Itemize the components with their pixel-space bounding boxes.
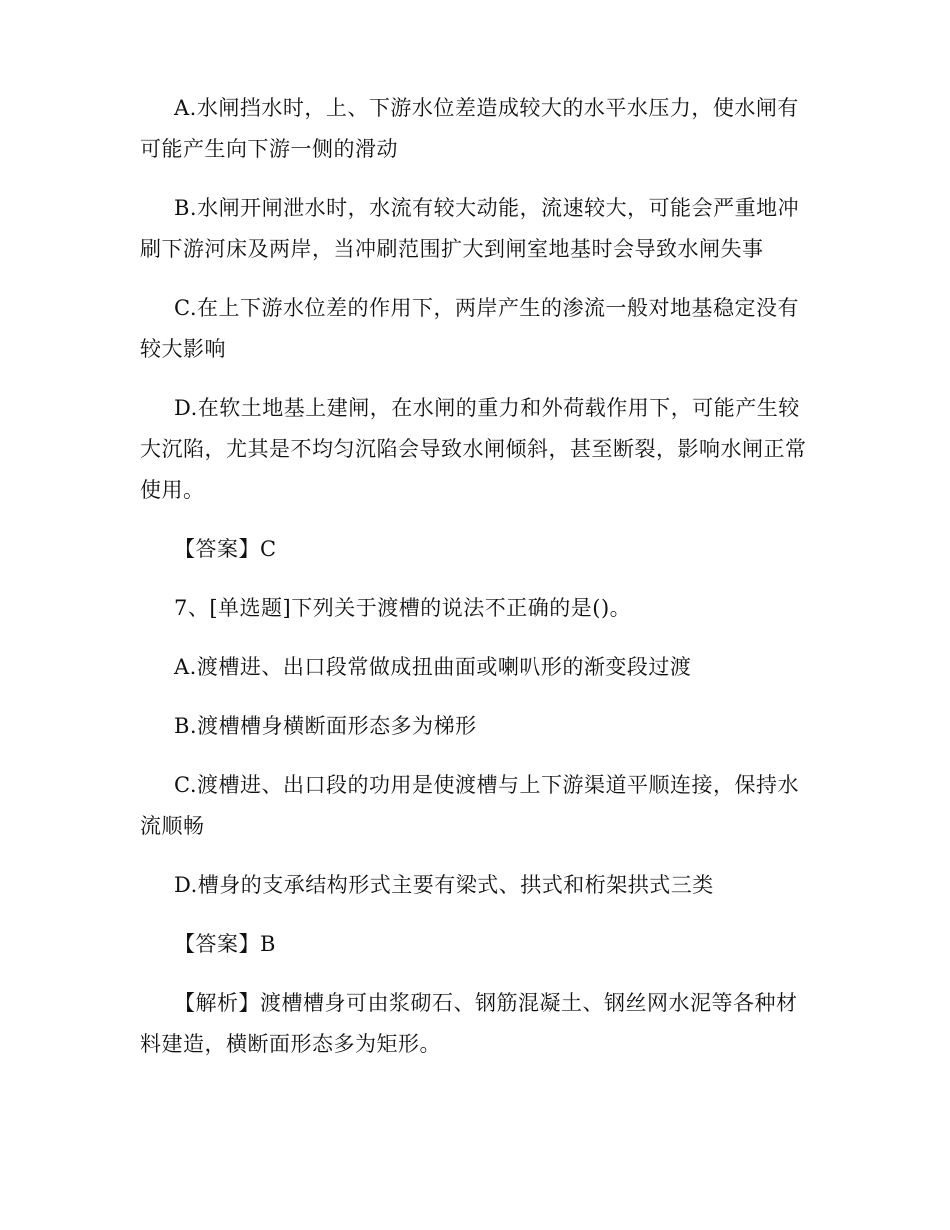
q7-option-c-paragraph: C.渡槽进、出口段的功用是使渡槽与上下游渠道平顺连接，保持水流顺畅: [140, 773, 799, 838]
q7-option-a-paragraph: A.渡槽进、出口段常做成扭曲面或喇叭形的渐变段过渡: [174, 655, 692, 679]
q7-explanation-paragraph: 【解析】渡槽槽身可由浆砌石、钢筋混凝土、钢丝网水泥等各种材料建造，横断面形态多为矩形。: [140, 991, 798, 1056]
option-b-paragraph: B.水闸开闸泄水时，水流有较大动能，流速较大，可能会严重地冲刷下游河床及两岸，当冲刷范围扩大到闸室地基时会导致水闸失事: [140, 196, 800, 261]
answer-paragraph: 【答案】C: [174, 537, 277, 561]
question-7-paragraph: 7、[单选题]下列关于渡槽的说法不正确的是()。: [174, 596, 632, 620]
option-a-paragraph: A.水闸挡水时，上、下游水位差造成较大的水平水压力，使水闸有可能产生向下游一侧的滑动: [140, 96, 799, 161]
option-d-paragraph: D.在软土地基上建闸，在水闸的重力和外荷载作用下，可能产生较大沉陷，尤其是不均匀沉陷会导致水闸倾斜，甚至断裂，影响水闸正常使用。: [140, 396, 807, 502]
document-page: [140, 88, 810, 1065]
option-c-paragraph: C.在上下游水位差的作用下，两岸产生的渗流一般对地基稳定没有较大影响: [140, 296, 799, 361]
q7-option-d-paragraph: D.槽身的支承结构形式主要有梁式、拱式和桁架拱式三类: [174, 873, 714, 897]
q7-option-b-paragraph: B.渡槽槽身横断面形态多为梯形: [174, 714, 477, 738]
q7-answer-paragraph: 【答案】B: [174, 932, 276, 956]
